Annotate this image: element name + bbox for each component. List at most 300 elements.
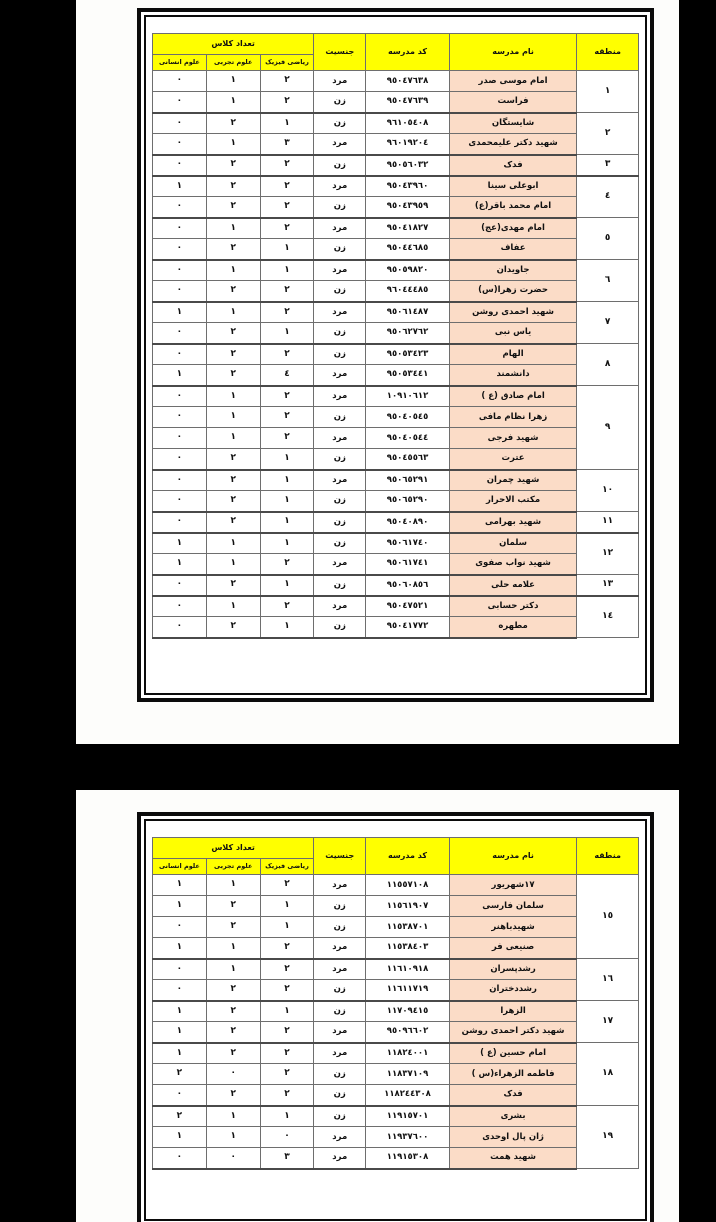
cell-math-physics-count: ١ bbox=[260, 491, 314, 512]
cell-gender: زن bbox=[314, 281, 366, 302]
cell-math-physics-count: ٢ bbox=[260, 302, 314, 323]
cell-school-name: دکتر حسابی bbox=[449, 596, 576, 617]
cell-school-code: ٩٥٠٦١٧٤٠ bbox=[366, 533, 450, 554]
cell-math-physics-count: ١ bbox=[260, 113, 314, 134]
cell-region: ١٦ bbox=[577, 959, 639, 1001]
cell-school-name: رشددختران bbox=[449, 980, 576, 1001]
cell-school-name: عترت bbox=[449, 449, 576, 470]
table-header-page-1 bbox=[153, 34, 639, 71]
cell-experimental-science-count: ٠ bbox=[206, 1148, 260, 1169]
cell-experimental-science-count: ١ bbox=[206, 533, 260, 554]
cell-school-name: امام حسین (ع ) bbox=[449, 1043, 576, 1064]
table-body-page-1 bbox=[153, 71, 639, 638]
cell-humanities-count: ٠ bbox=[153, 155, 207, 176]
cell-experimental-science-count: ٢ bbox=[206, 575, 260, 596]
cell-math-physics-count: ٢ bbox=[260, 176, 314, 197]
page-separator-band bbox=[0, 744, 716, 790]
header-school-name: نام مدرسه bbox=[449, 34, 576, 71]
cell-math-physics-count: ٣ bbox=[260, 1148, 314, 1169]
table-row bbox=[153, 449, 639, 470]
cell-humanities-count: ٠ bbox=[153, 281, 207, 302]
page-1-frame bbox=[137, 8, 654, 702]
cell-experimental-science-count: ٢ bbox=[206, 176, 260, 197]
cell-region: ٤ bbox=[577, 176, 639, 218]
cell-school-code: ٩٥٠٤٠٨٩٠ bbox=[366, 512, 450, 533]
cell-humanities-count: ١ bbox=[153, 176, 207, 197]
cell-humanities-count: ٠ bbox=[153, 575, 207, 596]
cell-math-physics-count: ٢ bbox=[260, 1022, 314, 1043]
cell-school-code: ٩٥٠٤٣٩٦٠ bbox=[366, 176, 450, 197]
table-row bbox=[153, 980, 639, 1001]
cell-experimental-science-count: ٢ bbox=[206, 1001, 260, 1022]
cell-region: ٢ bbox=[577, 113, 639, 155]
cell-experimental-science-count: ٢ bbox=[206, 449, 260, 470]
table-header-page-2 bbox=[153, 838, 639, 875]
cell-gender: مرد bbox=[314, 1148, 366, 1169]
cell-region: ٦ bbox=[577, 260, 639, 302]
schools-table-page-1 bbox=[152, 33, 639, 639]
cell-experimental-science-count: ١ bbox=[206, 260, 260, 281]
cell-school-code: ٩٦٠٤٤٤٨٥ bbox=[366, 281, 450, 302]
cell-region: ١١ bbox=[577, 512, 639, 533]
header-math-physics: ریاضی فیزیک bbox=[260, 55, 314, 71]
cell-math-physics-count: ٢ bbox=[260, 386, 314, 407]
cell-school-name: شهید نواب صفوی bbox=[449, 554, 576, 575]
cell-humanities-count: ١ bbox=[153, 938, 207, 959]
cell-gender: زن bbox=[314, 323, 366, 344]
cell-school-name: فدک bbox=[449, 155, 576, 176]
cell-math-physics-count: ٢ bbox=[260, 155, 314, 176]
cell-humanities-count: ٠ bbox=[153, 1148, 207, 1169]
table-row bbox=[153, 575, 639, 596]
cell-school-name: مکتب الاحرار bbox=[449, 491, 576, 512]
cell-experimental-science-count: ١ bbox=[206, 875, 260, 896]
table-row bbox=[153, 617, 639, 638]
cell-humanities-count: ٠ bbox=[153, 617, 207, 638]
cell-experimental-science-count: ١ bbox=[206, 428, 260, 449]
cell-region: ١٣ bbox=[577, 575, 639, 596]
cell-region: ١٢ bbox=[577, 533, 639, 575]
cell-math-physics-count: ٣ bbox=[260, 134, 314, 155]
cell-school-name: امام مهدی(عج) bbox=[449, 218, 576, 239]
table-row bbox=[153, 113, 639, 134]
cell-humanities-count: ٠ bbox=[153, 197, 207, 218]
header-humanities: علوم انسانی bbox=[153, 859, 207, 875]
cell-humanities-count: ٠ bbox=[153, 596, 207, 617]
cell-school-code: ٩٥٠٤١٧٧٢ bbox=[366, 617, 450, 638]
cell-school-name: شهیدباهنر bbox=[449, 917, 576, 938]
cell-gender: مرد bbox=[314, 596, 366, 617]
cell-gender: زن bbox=[314, 1085, 366, 1106]
header-school-code: کد مدرسه bbox=[366, 34, 450, 71]
cell-school-name: شهید بهرامی bbox=[449, 512, 576, 533]
cell-experimental-science-count: ٢ bbox=[206, 239, 260, 260]
cell-school-name: مطهره bbox=[449, 617, 576, 638]
cell-gender: زن bbox=[314, 491, 366, 512]
cell-math-physics-count: ٢ bbox=[260, 218, 314, 239]
cell-school-code: ٩٥٠٥٦٠٣٢ bbox=[366, 155, 450, 176]
cell-humanities-count: ٢ bbox=[153, 1106, 207, 1127]
cell-humanities-count: ٢ bbox=[153, 1064, 207, 1085]
cell-school-name: شهید چمران bbox=[449, 470, 576, 491]
cell-gender: مرد bbox=[314, 470, 366, 491]
cell-school-code: ٩٥٠٤٧٦٣٨ bbox=[366, 71, 450, 92]
cell-region: ١٩ bbox=[577, 1106, 639, 1169]
cell-school-code: ٩٥٠٤٠٥٤٥ bbox=[366, 407, 450, 428]
table-row bbox=[153, 71, 639, 92]
cell-gender: زن bbox=[314, 92, 366, 113]
cell-school-code: ٩٥٠٥٩٨٢٠ bbox=[366, 260, 450, 281]
cell-experimental-science-count: ١ bbox=[206, 1106, 260, 1127]
cell-math-physics-count: ٠ bbox=[260, 1127, 314, 1148]
cell-school-code: ٩٥٠٥٣٤٤١ bbox=[366, 365, 450, 386]
cell-math-physics-count: ٢ bbox=[260, 938, 314, 959]
cell-humanities-count: ٠ bbox=[153, 917, 207, 938]
cell-school-code: ٩٥٠٤٣٩٥٩ bbox=[366, 197, 450, 218]
table-row bbox=[153, 323, 639, 344]
cell-humanities-count: ٠ bbox=[153, 71, 207, 92]
cell-school-name: ژان پال اوحدی bbox=[449, 1127, 576, 1148]
cell-gender: مرد bbox=[314, 260, 366, 281]
cell-gender: مرد bbox=[314, 71, 366, 92]
cell-school-name: عفاف bbox=[449, 239, 576, 260]
cell-school-name: شهید احمدی روشن bbox=[449, 302, 576, 323]
cell-gender: مرد bbox=[314, 875, 366, 896]
cell-experimental-science-count: ٢ bbox=[206, 365, 260, 386]
cell-gender: زن bbox=[314, 512, 366, 533]
cell-humanities-count: ٠ bbox=[153, 386, 207, 407]
cell-experimental-science-count: ٢ bbox=[206, 617, 260, 638]
cell-school-code: ٩٥٠٦١٤٨٧ bbox=[366, 302, 450, 323]
cell-gender: زن bbox=[314, 1064, 366, 1085]
cell-gender: مرد bbox=[314, 218, 366, 239]
cell-math-physics-count: ٢ bbox=[260, 554, 314, 575]
cell-school-name: زهرا نظام مافی bbox=[449, 407, 576, 428]
cell-math-physics-count: ٢ bbox=[260, 959, 314, 980]
table-row bbox=[153, 1001, 639, 1022]
cell-school-code: ٩٥٠٦٥٢٩٠ bbox=[366, 491, 450, 512]
cell-experimental-science-count: ١ bbox=[206, 71, 260, 92]
cell-humanities-count: ٠ bbox=[153, 239, 207, 260]
table-row bbox=[153, 1064, 639, 1085]
cell-gender: مرد bbox=[314, 959, 366, 980]
cell-math-physics-count: ١ bbox=[260, 917, 314, 938]
cell-gender: مرد bbox=[314, 554, 366, 575]
cell-humanities-count: ٠ bbox=[153, 980, 207, 1001]
page-1-frame-inner bbox=[144, 15, 647, 695]
cell-humanities-count: ١ bbox=[153, 302, 207, 323]
cell-math-physics-count: ١ bbox=[260, 470, 314, 491]
cell-school-name: صنیعی فر bbox=[449, 938, 576, 959]
cell-experimental-science-count: ٢ bbox=[206, 491, 260, 512]
table-row bbox=[153, 302, 639, 323]
cell-humanities-count: ٠ bbox=[153, 134, 207, 155]
cell-experimental-science-count: ٢ bbox=[206, 323, 260, 344]
cell-math-physics-count: ١ bbox=[260, 512, 314, 533]
cell-math-physics-count: ٢ bbox=[260, 197, 314, 218]
cell-region: ١٠ bbox=[577, 470, 639, 512]
cell-school-code: ٩٦١٠٥٤٠٨ bbox=[366, 113, 450, 134]
table-row bbox=[153, 1022, 639, 1043]
cell-gender: زن bbox=[314, 617, 366, 638]
cell-humanities-count: ٠ bbox=[153, 449, 207, 470]
cell-experimental-science-count: ١ bbox=[206, 959, 260, 980]
cell-school-code: ٩٥٠٦٢٧٦٢ bbox=[366, 323, 450, 344]
cell-school-code: ١١٨٢٤٤٣٠٨ bbox=[366, 1085, 450, 1106]
header-humanities: علوم انسانی bbox=[153, 55, 207, 71]
table-row bbox=[153, 554, 639, 575]
cell-experimental-science-count: ١ bbox=[206, 218, 260, 239]
cell-math-physics-count: ٢ bbox=[260, 281, 314, 302]
table-row bbox=[153, 365, 639, 386]
cell-humanities-count: ١ bbox=[153, 365, 207, 386]
header-region: منطقه bbox=[577, 838, 639, 875]
cell-gender: زن bbox=[314, 1001, 366, 1022]
header-math-physics: ریاضی فیزیک bbox=[260, 859, 314, 875]
table-row bbox=[153, 512, 639, 533]
header-gender: جنسیت bbox=[314, 34, 366, 71]
cell-experimental-science-count: ٢ bbox=[206, 281, 260, 302]
cell-gender: مرد bbox=[314, 1127, 366, 1148]
cell-math-physics-count: ٢ bbox=[260, 407, 314, 428]
cell-experimental-science-count: ٢ bbox=[206, 113, 260, 134]
cell-experimental-science-count: ٢ bbox=[206, 155, 260, 176]
cell-school-name: سلمان bbox=[449, 533, 576, 554]
cell-school-code: ١١٥٣٨٧٠١ bbox=[366, 917, 450, 938]
cell-school-code: ١٠٩١٠٦١٢ bbox=[366, 386, 450, 407]
cell-school-code: ١١٩٣٧٦٠٠ bbox=[366, 1127, 450, 1148]
cell-school-name: جاویدان bbox=[449, 260, 576, 281]
cell-experimental-science-count: ١ bbox=[206, 554, 260, 575]
cell-math-physics-count: ١ bbox=[260, 449, 314, 470]
cell-region: ٣ bbox=[577, 155, 639, 176]
cell-experimental-science-count: ٢ bbox=[206, 896, 260, 917]
table-row bbox=[153, 260, 639, 281]
cell-gender: زن bbox=[314, 449, 366, 470]
cell-math-physics-count: ١ bbox=[260, 533, 314, 554]
cell-school-name: رشدپسران bbox=[449, 959, 576, 980]
cell-school-name: شهید فرجی bbox=[449, 428, 576, 449]
table-row bbox=[153, 197, 639, 218]
cell-humanities-count: ١ bbox=[153, 875, 207, 896]
cell-math-physics-count: ١ bbox=[260, 1001, 314, 1022]
cell-experimental-science-count: ٢ bbox=[206, 1043, 260, 1064]
cell-school-code: ٩٥٠٥٣٤٢٣ bbox=[366, 344, 450, 365]
cell-humanities-count: ١ bbox=[153, 1127, 207, 1148]
table-row bbox=[153, 959, 639, 980]
cell-gender: زن bbox=[314, 896, 366, 917]
cell-region: ١٤ bbox=[577, 596, 639, 638]
cell-humanities-count: ٠ bbox=[153, 260, 207, 281]
cell-school-code: ١١٧٠٩٤١٥ bbox=[366, 1001, 450, 1022]
header-gender: جنسیت bbox=[314, 838, 366, 875]
cell-school-name: دانشمند bbox=[449, 365, 576, 386]
cell-school-name: امام موسی صدر bbox=[449, 71, 576, 92]
cell-math-physics-count: ٢ bbox=[260, 1043, 314, 1064]
cell-gender: زن bbox=[314, 197, 366, 218]
cell-school-name: علامه حلی bbox=[449, 575, 576, 596]
table-row bbox=[153, 491, 639, 512]
cell-school-code: ٩٥٠٦١٧٤١ bbox=[366, 554, 450, 575]
cell-humanities-count: ١ bbox=[153, 1022, 207, 1043]
cell-experimental-science-count: ٢ bbox=[206, 197, 260, 218]
cell-school-name: امام محمد باقر(ع) bbox=[449, 197, 576, 218]
table-row bbox=[153, 386, 639, 407]
cell-humanities-count: ٠ bbox=[153, 1085, 207, 1106]
cell-humanities-count: ٠ bbox=[153, 323, 207, 344]
scan-margin-left bbox=[0, 0, 76, 1222]
cell-school-name: شهید دکتر علیمحمدی bbox=[449, 134, 576, 155]
cell-math-physics-count: ٢ bbox=[260, 875, 314, 896]
cell-school-code: ٩٦٠١٩٢٠٤ bbox=[366, 134, 450, 155]
cell-humanities-count: ٠ bbox=[153, 92, 207, 113]
page-1-table-wrap bbox=[152, 25, 639, 639]
cell-humanities-count: ٠ bbox=[153, 428, 207, 449]
cell-school-code: ١١٥٣٨٤٠٣ bbox=[366, 938, 450, 959]
cell-school-name: حضرت زهرا(س) bbox=[449, 281, 576, 302]
cell-experimental-science-count: ٢ bbox=[206, 344, 260, 365]
scan-margin-right bbox=[679, 0, 716, 1222]
cell-math-physics-count: ٢ bbox=[260, 92, 314, 113]
cell-experimental-science-count: ٢ bbox=[206, 917, 260, 938]
cell-math-physics-count: ٢ bbox=[260, 71, 314, 92]
cell-region: ٥ bbox=[577, 218, 639, 260]
cell-school-code: ٩٥٠٦٥٢٩١ bbox=[366, 470, 450, 491]
header-school-code: کد مدرسه bbox=[366, 838, 450, 875]
page-2-frame-inner bbox=[144, 819, 647, 1221]
cell-region: ١ bbox=[577, 71, 639, 113]
cell-gender: مرد bbox=[314, 302, 366, 323]
header-class-count-group: تعداد کلاس bbox=[153, 838, 314, 859]
cell-humanities-count: ١ bbox=[153, 533, 207, 554]
cell-gender: مرد bbox=[314, 1043, 366, 1064]
cell-school-code: ١١٦١٠٩١٨ bbox=[366, 959, 450, 980]
table-row bbox=[153, 896, 639, 917]
cell-school-code: ١١٥٦١٩٠٧ bbox=[366, 896, 450, 917]
header-class-count-group: تعداد کلاس bbox=[153, 34, 314, 55]
cell-gender: مرد bbox=[314, 938, 366, 959]
cell-school-name: ١٧شهریور bbox=[449, 875, 576, 896]
cell-experimental-science-count: ١ bbox=[206, 302, 260, 323]
cell-gender: مرد bbox=[314, 176, 366, 197]
cell-region: ٨ bbox=[577, 344, 639, 386]
cell-experimental-science-count: ٠ bbox=[206, 1064, 260, 1085]
cell-gender: زن bbox=[314, 239, 366, 260]
cell-gender: زن bbox=[314, 917, 366, 938]
cell-school-name: شهید دکتر احمدی روشن bbox=[449, 1022, 576, 1043]
cell-humanities-count: ٠ bbox=[153, 470, 207, 491]
cell-school-code: ٩٥٠٤١٨٢٧ bbox=[366, 218, 450, 239]
document-page-2 bbox=[76, 790, 679, 1222]
cell-school-code: ١١٦١١٧١٩ bbox=[366, 980, 450, 1001]
cell-experimental-science-count: ٢ bbox=[206, 1022, 260, 1043]
table-row bbox=[153, 1106, 639, 1127]
cell-school-code: ١١٩١٥٣٠٨ bbox=[366, 1148, 450, 1169]
cell-math-physics-count: ١ bbox=[260, 575, 314, 596]
cell-experimental-science-count: ١ bbox=[206, 407, 260, 428]
table-body-page-2 bbox=[153, 875, 639, 1169]
cell-humanities-count: ٠ bbox=[153, 218, 207, 239]
table-row bbox=[153, 407, 639, 428]
schools-table-page-2 bbox=[152, 837, 639, 1170]
cell-humanities-count: ٠ bbox=[153, 512, 207, 533]
cell-school-code: ٩٥٠٦٠٨٥٦ bbox=[366, 575, 450, 596]
cell-school-name: ابوعلی سینا bbox=[449, 176, 576, 197]
header-experimental-science: علوم تجربی bbox=[206, 859, 260, 875]
cell-school-code: ١١٥٥٧١٠٨ bbox=[366, 875, 450, 896]
cell-region: ٧ bbox=[577, 302, 639, 344]
cell-experimental-science-count: ٢ bbox=[206, 980, 260, 1001]
cell-school-name: سلمان فارسی bbox=[449, 896, 576, 917]
cell-school-code: ٩٥٠٤٠٥٤٤ bbox=[366, 428, 450, 449]
cell-school-code: ١١٨٢٤٠٠١ bbox=[366, 1043, 450, 1064]
cell-school-code: ٩٥٠٤٤٦٨٥ bbox=[366, 239, 450, 260]
cell-math-physics-count: ٢ bbox=[260, 428, 314, 449]
cell-school-code: ١١٩١٥٧٠١ bbox=[366, 1106, 450, 1127]
cell-school-name: الزهرا bbox=[449, 1001, 576, 1022]
cell-gender: مرد bbox=[314, 386, 366, 407]
table-row bbox=[153, 1148, 639, 1169]
cell-math-physics-count: ٢ bbox=[260, 980, 314, 1001]
cell-humanities-count: ٠ bbox=[153, 407, 207, 428]
header-experimental-science: علوم تجربی bbox=[206, 55, 260, 71]
cell-gender: زن bbox=[314, 113, 366, 134]
cell-school-name: شهید همت bbox=[449, 1148, 576, 1169]
cell-math-physics-count: ٢ bbox=[260, 1064, 314, 1085]
cell-gender: مرد bbox=[314, 134, 366, 155]
table-row bbox=[153, 281, 639, 302]
cell-humanities-count: ١ bbox=[153, 554, 207, 575]
cell-math-physics-count: ١ bbox=[260, 260, 314, 281]
cell-school-code: ٩٥٠٤٧٦٣٩ bbox=[366, 92, 450, 113]
cell-school-name: فاطمه الزهراء(س ) bbox=[449, 1064, 576, 1085]
cell-region: ٩ bbox=[577, 386, 639, 470]
cell-gender: مرد bbox=[314, 365, 366, 386]
cell-math-physics-count: ١ bbox=[260, 617, 314, 638]
table-row bbox=[153, 1127, 639, 1148]
cell-school-name: شایستگان bbox=[449, 113, 576, 134]
table-row bbox=[153, 917, 639, 938]
page-2-frame bbox=[137, 812, 654, 1222]
cell-school-code: ٩٥٠٤٧٥٢١ bbox=[366, 596, 450, 617]
cell-experimental-science-count: ١ bbox=[206, 92, 260, 113]
cell-humanities-count: ١ bbox=[153, 1043, 207, 1064]
cell-experimental-science-count: ١ bbox=[206, 134, 260, 155]
table-row bbox=[153, 1085, 639, 1106]
cell-gender: مرد bbox=[314, 428, 366, 449]
cell-experimental-science-count: ٢ bbox=[206, 470, 260, 491]
table-row bbox=[153, 470, 639, 491]
cell-math-physics-count: ٢ bbox=[260, 344, 314, 365]
cell-region: ١٥ bbox=[577, 875, 639, 959]
cell-gender: زن bbox=[314, 980, 366, 1001]
table-row bbox=[153, 1043, 639, 1064]
cell-school-code: ٩٥٠٤٥٥٦٣ bbox=[366, 449, 450, 470]
header-school-name: نام مدرسه bbox=[449, 838, 576, 875]
table-row bbox=[153, 533, 639, 554]
cell-humanities-count: ٠ bbox=[153, 959, 207, 980]
cell-humanities-count: ٠ bbox=[153, 344, 207, 365]
cell-experimental-science-count: ١ bbox=[206, 596, 260, 617]
cell-math-physics-count: ١ bbox=[260, 323, 314, 344]
cell-gender: مرد bbox=[314, 1022, 366, 1043]
cell-region: ١٧ bbox=[577, 1001, 639, 1043]
cell-gender: زن bbox=[314, 407, 366, 428]
cell-math-physics-count: ٢ bbox=[260, 1085, 314, 1106]
table-row bbox=[153, 92, 639, 113]
cell-math-physics-count: ١ bbox=[260, 896, 314, 917]
cell-gender: زن bbox=[314, 1106, 366, 1127]
